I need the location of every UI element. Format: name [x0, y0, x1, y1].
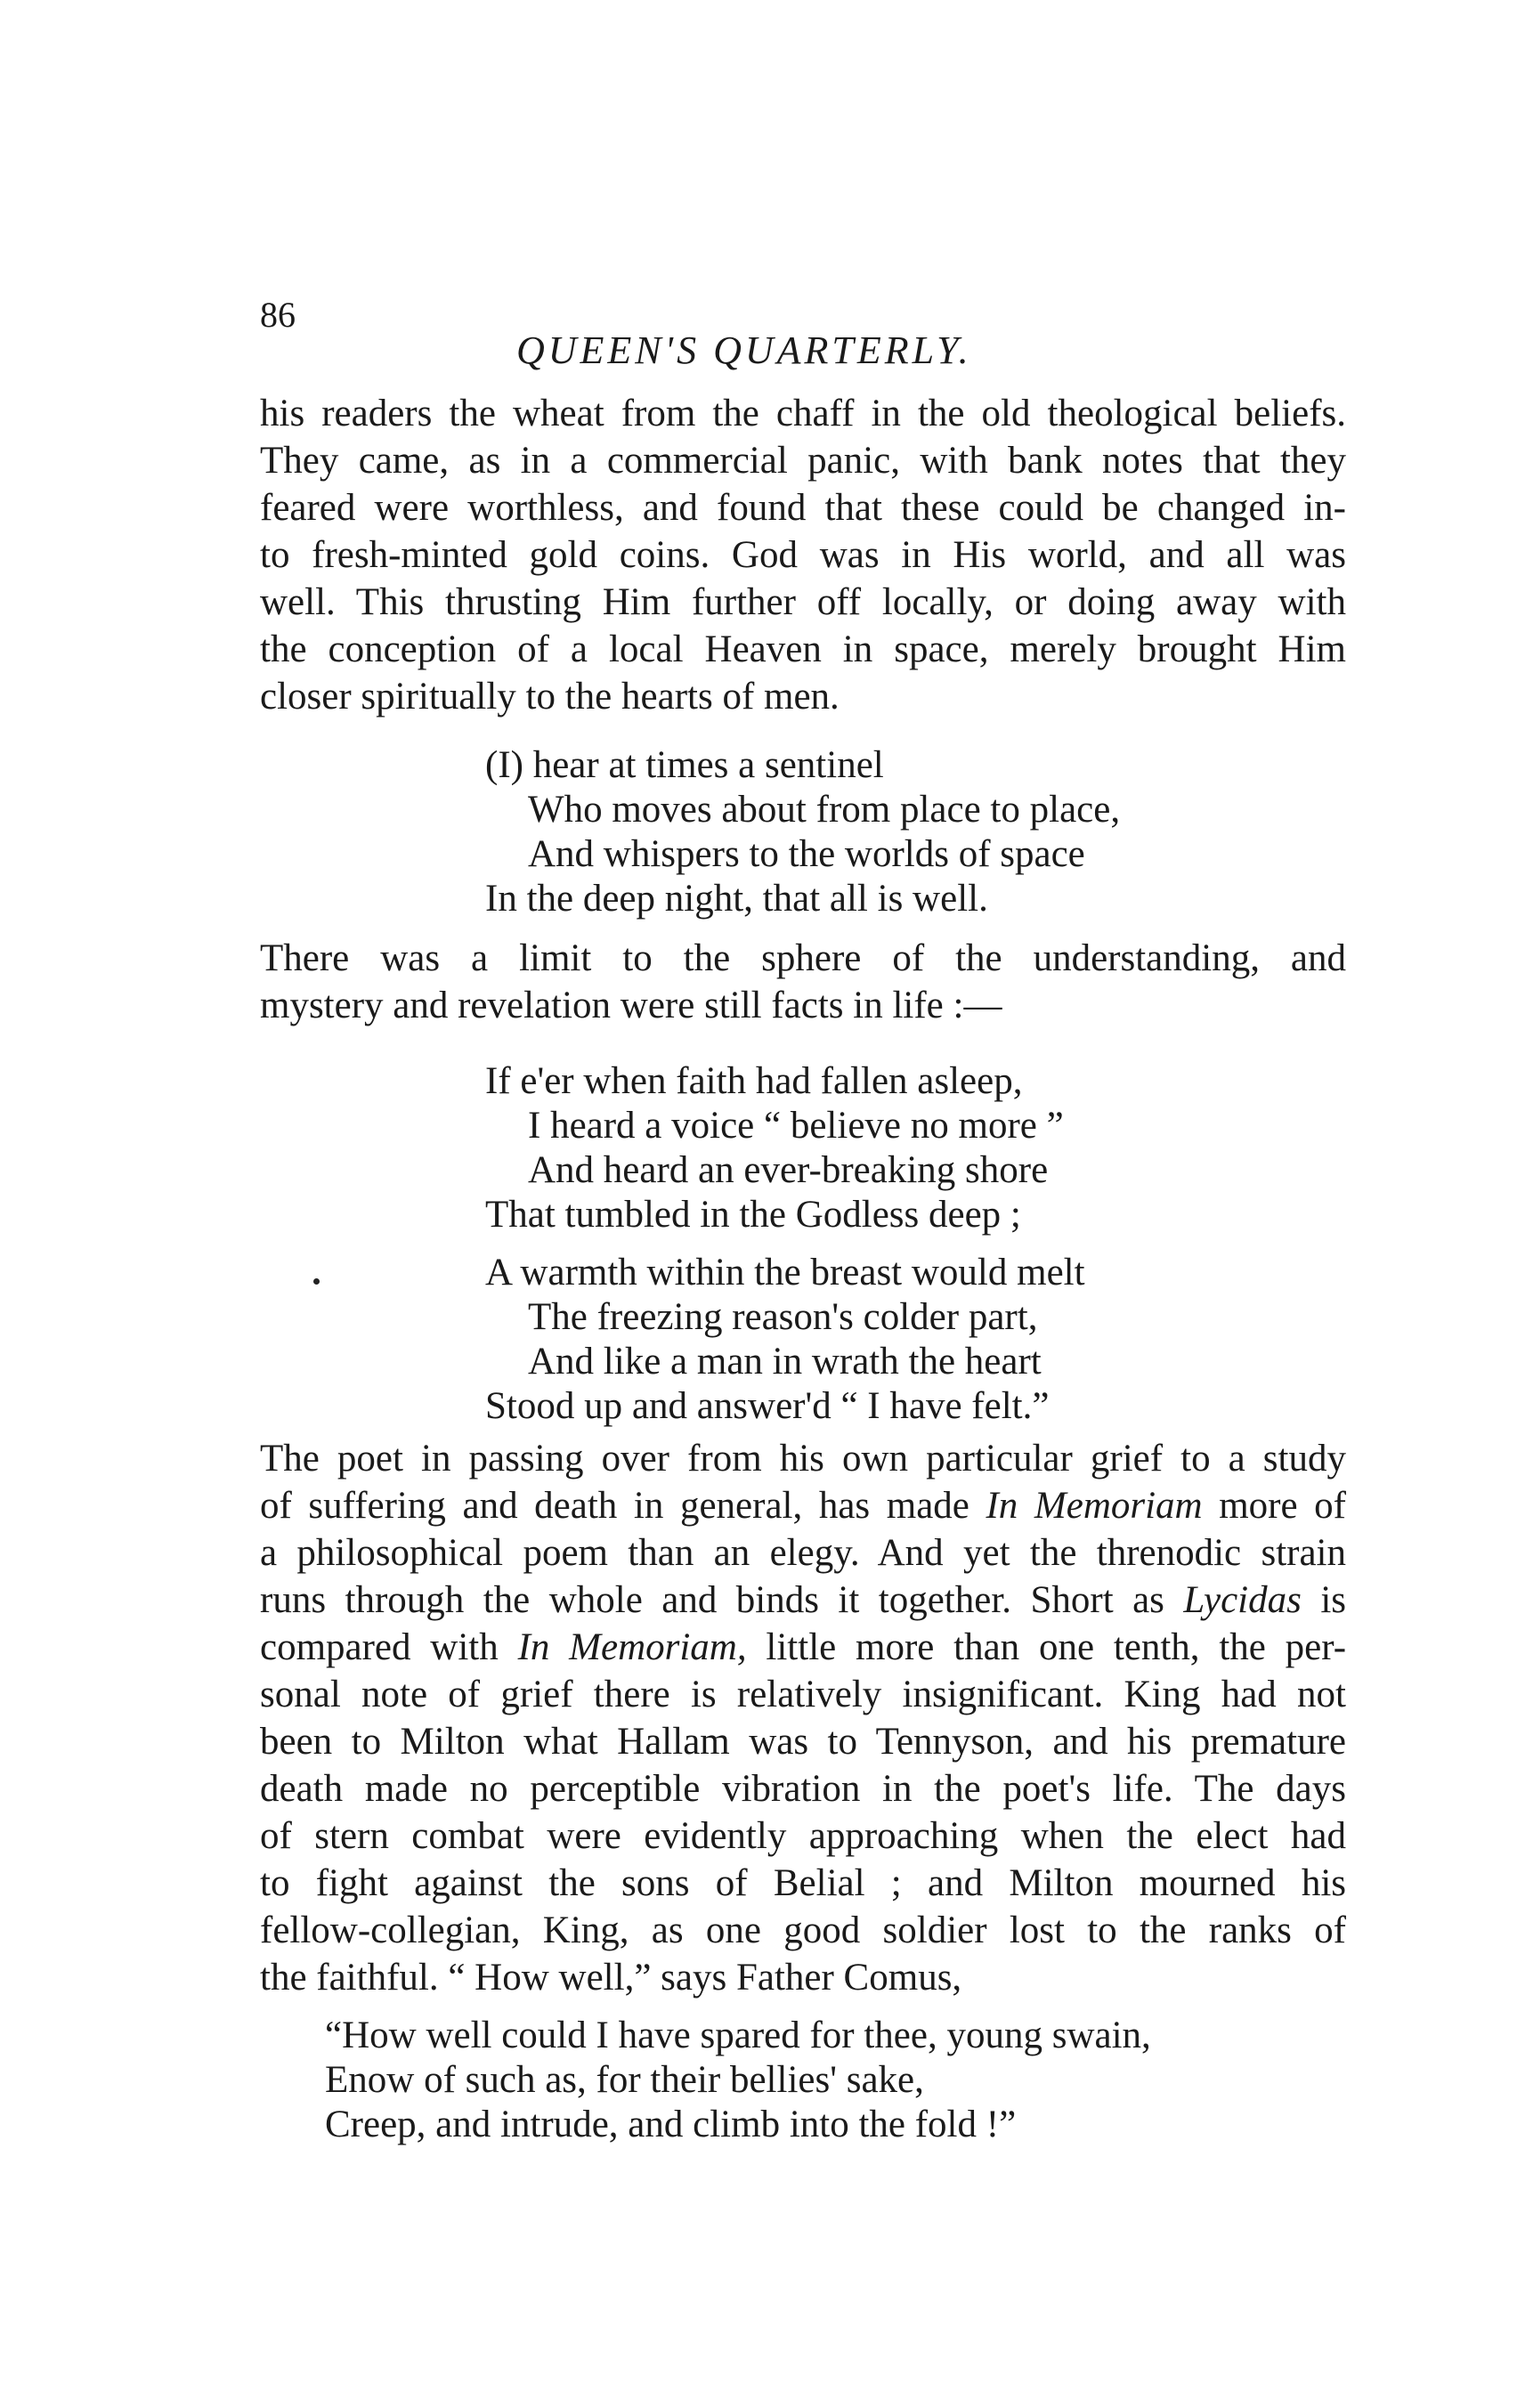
- title-lycidas: Lycidas: [1183, 1579, 1302, 1621]
- verse-line: The freezing reason's colder part,: [528, 1296, 1038, 1338]
- text-line: They came, as in a commercial panic, with bank notes that they: [260, 440, 1346, 482]
- verse-sentinel: [485, 743, 1120, 921]
- text-line: the conception of a local Heaven in space, merely brought Him: [260, 628, 1346, 670]
- text-line: feared were worthless, and found that these could be changed in-: [260, 487, 1346, 529]
- verse-line: Enow of such as, for their bellies' sake,: [325, 2059, 924, 2101]
- text-line: to fight against the sons of Belial ; and Milton mourned his: [260, 1862, 1346, 1904]
- verse-faith-asleep: [485, 1059, 1064, 1237]
- text-line: well. This thrusting Him further off locally, or doing away with: [260, 581, 1346, 623]
- verse-line: (I) hear at times a sentinel: [485, 744, 884, 786]
- verse-line: Creep, and intrude, and climb into the fold !”: [325, 2104, 1017, 2145]
- stray-dot-mark: [313, 1278, 320, 1285]
- text-line: been to Milton what Hallam was to Tennyson, and his premature: [260, 1721, 1346, 1763]
- text-line: his readers the wheat from the chaff in the old theological beliefs.: [260, 393, 1346, 434]
- running-head: QUEEN'S QUARTERLY.: [516, 328, 972, 372]
- text-line: runs through the whole and binds it together. Short as Lycidas is: [260, 1579, 1347, 1621]
- verse-warmth-within: [485, 1251, 1085, 1429]
- paragraph-theological-beliefs: [260, 390, 1346, 720]
- paragraph-limit-understanding: [260, 935, 1346, 1029]
- verse-line: I heard a voice “ believe no more ”: [528, 1105, 1064, 1147]
- text-line: of stern combat were evidently approaching when the elect had: [260, 1815, 1346, 1857]
- text-line: mystery and revelation were still facts in life :—: [260, 985, 1002, 1026]
- verse-line: Who moves about from place to place,: [528, 789, 1121, 831]
- text-line: closer spiritually to the hearts of men.: [260, 676, 840, 718]
- text-line: a philosophical poem than an elegy. And yet the threnodic strain: [260, 1532, 1346, 1574]
- title-in-memoriam: In Memoriam: [986, 1485, 1203, 1527]
- text-line: of suffering and death in general, has made In Memoriam more of: [260, 1485, 1346, 1527]
- page-number: 86: [260, 295, 296, 335]
- verse-comus-quotation: [325, 2014, 1151, 2147]
- text-line: The poet in passing over from his own particular grief to a study: [260, 1438, 1346, 1480]
- text-line: the faithful. “ How well,” says Father Comus,: [260, 1957, 962, 1999]
- verse-line: If e'er when faith had fallen asleep,: [485, 1060, 1023, 1102]
- text-line: There was a limit to the sphere of the understanding, and: [260, 937, 1346, 979]
- verse-line: And whispers to the worlds of space: [528, 833, 1085, 875]
- verse-line: “How well could I have spared for thee, young swain,: [325, 2015, 1151, 2056]
- text-line: compared with In Memoriam, little more than one tenth, the per-: [260, 1626, 1347, 1668]
- verse-line: Stood up and answer'd “ I have felt.”: [485, 1385, 1050, 1427]
- text-line: sonal note of grief there is relatively insignificant. King had not: [260, 1674, 1346, 1715]
- text-line: fellow-collegian, King, as one good soldier lost to the ranks of: [260, 1909, 1346, 1951]
- title-in-memoriam: In Memoriam,: [517, 1626, 747, 1668]
- paragraph-poet-grief: [260, 1435, 1346, 2001]
- text-line: to fresh-minted gold coins. God was in His world, and all was: [260, 534, 1346, 576]
- text-line: death made no perceptible vibration in the poet's life. The days: [260, 1768, 1346, 1810]
- verse-line: And like a man in wrath the heart: [528, 1341, 1042, 1382]
- verse-line: A warmth within the breast would melt: [485, 1252, 1085, 1293]
- verse-line: And heard an ever-breaking shore: [528, 1149, 1049, 1191]
- verse-line: In the deep night, that all is well.: [485, 878, 988, 920]
- verse-line: That tumbled in the Godless deep ;: [485, 1194, 1021, 1236]
